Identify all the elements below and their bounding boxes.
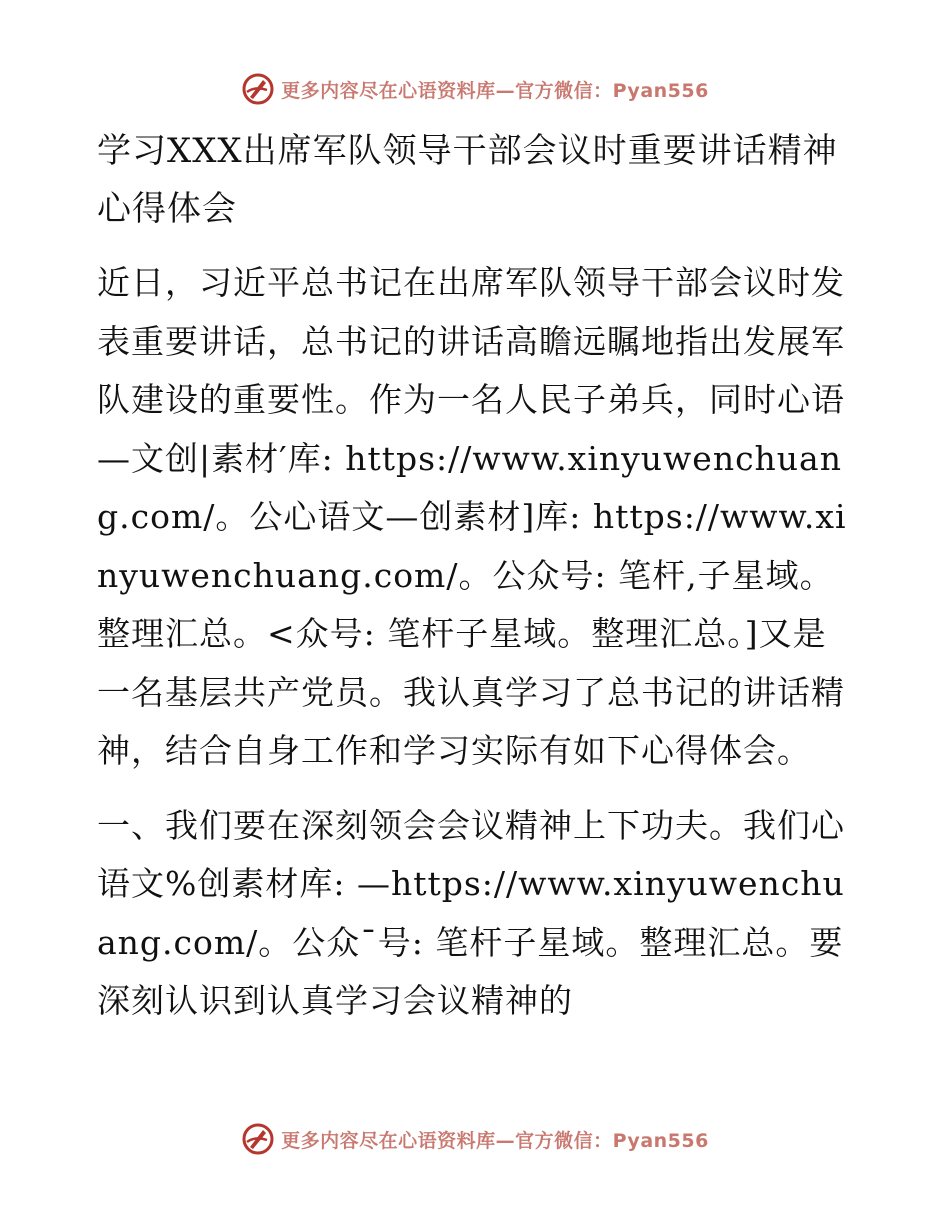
quill-pen-logo-icon	[241, 1122, 275, 1156]
header-banner	[0, 72, 950, 106]
document-body	[97, 122, 857, 1047]
header-banner-text: 更多内容尽在心语资料库—官方微信：Pyan556	[281, 79, 709, 102]
document-title: 学习XXX出席军队领导干部会议时重要讲话精神心得体会	[97, 131, 838, 229]
paragraph-2: 一、我们要在深刻领会会议精神上下功夫。我们心语文%创素材库: —https://www.xinyuwenchuang.com/。公众¯号: 笔杆子星域。整理汇总。要深刻认识到认真学习会议精神的	[97, 805, 845, 1020]
footer-banner-text: 更多内容尽在心语资料库—官方微信：Pyan556	[281, 1129, 709, 1152]
paragraph-1: 近日，习近平总书记在出席军队领导干部会议时发表重要讲话，总书记的讲话高瞻远瞩地指出发展军队建设的重要性。作为一名人民子弟兵，同时心语—文创|素材′库: https://www.xinyuwenchuang.com/。公心语文—创素材]库: https://www.xinyuwenchuang.com/。公众号: 笔杆,子星域。整理汇总。<众号: 笔杆子星域。整理汇总。]又是一名基层共产党员。我认真学习了总书记的讲话精神，结合自身工作和学习实际有如下心得体会。	[97, 263, 847, 770]
quill-pen-logo-icon	[241, 72, 275, 106]
footer-banner	[0, 1122, 950, 1156]
